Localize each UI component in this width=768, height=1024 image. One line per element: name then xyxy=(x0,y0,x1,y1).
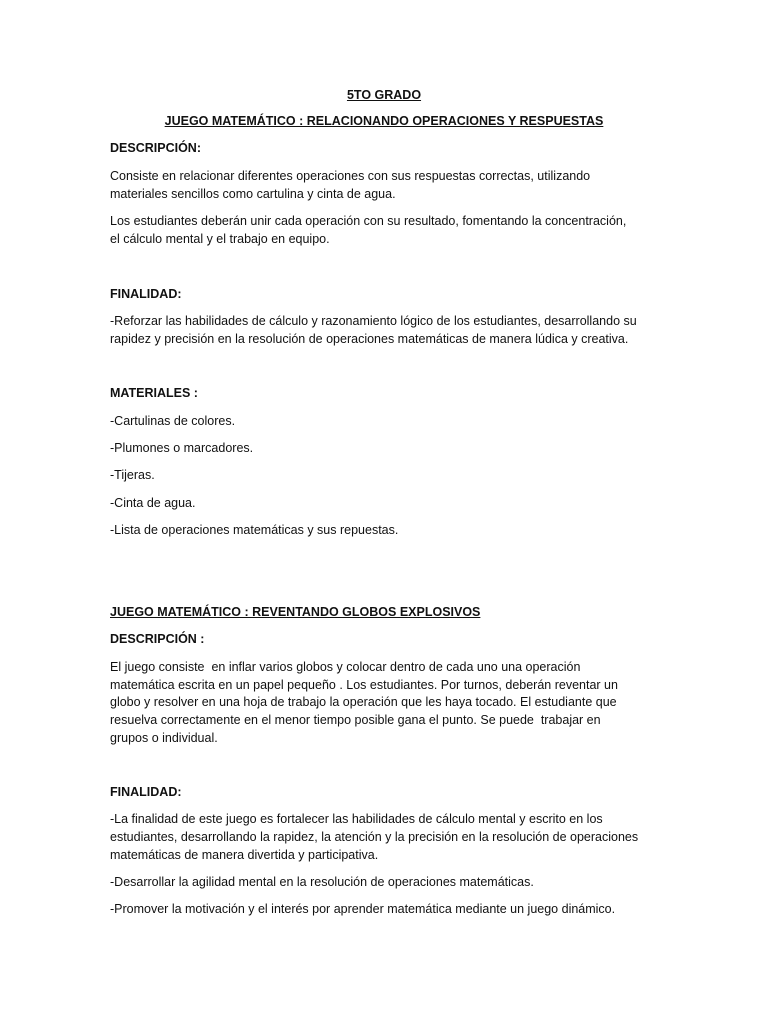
game1-description-heading: DESCRIPCIÓN: xyxy=(110,141,201,155)
game1-purpose-line: -Reforzar las habilidades de cálculo y razonamiento lógico de los estudiantes, desarrollando su xyxy=(110,314,637,328)
game1-description-line: Consiste en relacionar diferentes operaciones con sus respuestas correctas, utilizando xyxy=(110,169,591,183)
material-item: -Tijeras. xyxy=(110,468,155,482)
game1-purpose-line: rapidez y precisión en la resolución de operaciones matemáticas de manera lúdica y creativa. xyxy=(110,332,629,346)
game2-purpose-line: -Promover la motivación y el interés por aprender matemática mediante un juego dinámico. xyxy=(110,902,616,916)
game2-description-line: matemática escrita en un papel pequeño . Los estudiantes. Por turnos, deberán reventar un xyxy=(110,678,618,692)
game1-title: JUEGO MATEMÁTICO : RELACIONANDO OPERACIONES Y RESPUESTAS xyxy=(164,114,604,128)
game1-materials-heading: MATERIALES : xyxy=(110,386,198,400)
game2-purpose-line: -Desarrollar la agilidad mental en la resolución de operaciones matemáticas. xyxy=(110,875,534,889)
game2-description-line: grupos o individual. xyxy=(110,731,218,745)
game1-purpose-heading: FINALIDAD: xyxy=(110,287,182,301)
game2-description-line: globo y resolver en una hoja de trabajo la operación que les haya tocado. El estudiante que xyxy=(110,695,617,709)
game2-purpose-line: -La finalidad de este juego es fortalecer las habilidades de cálculo mental y escrito en los xyxy=(110,812,603,826)
material-item: -Cinta de agua. xyxy=(110,496,196,510)
game2-title: JUEGO MATEMÁTICO : REVENTANDO GLOBOS EXPLOSIVOS xyxy=(110,605,481,619)
material-item: -Cartulinas de colores. xyxy=(110,414,236,428)
grade-heading: 5TO GRADO xyxy=(346,88,422,102)
game2-description-line: resuelva correctamente en el menor tiempo posible gana el punto. Se puede trabajar en xyxy=(110,713,601,727)
game1-description-line: materiales sencillos como cartulina y cinta de agua. xyxy=(110,187,396,201)
game2-description-line: El juego consiste en inflar varios globos y colocar dentro de cada uno una operación xyxy=(110,660,581,674)
game2-purpose-line: estudiantes, desarrollando la rapidez, la atención y la precisión en la resolución de operaciones xyxy=(110,830,639,844)
game1-description-line: Los estudiantes deberán unir cada operación con su resultado, fomentando la concentración, xyxy=(110,214,627,228)
game1-description-line: el cálculo mental y el trabajo en equipo. xyxy=(110,232,330,246)
game2-description-heading: DESCRIPCIÓN : xyxy=(110,632,205,646)
game2-purpose-heading: FINALIDAD: xyxy=(110,785,182,799)
game2-purpose-line: matemáticas de manera divertida y participativa. xyxy=(110,848,379,862)
material-item: -Plumones o marcadores. xyxy=(110,441,254,455)
material-item: -Lista de operaciones matemáticas y sus repuestas. xyxy=(110,523,399,537)
